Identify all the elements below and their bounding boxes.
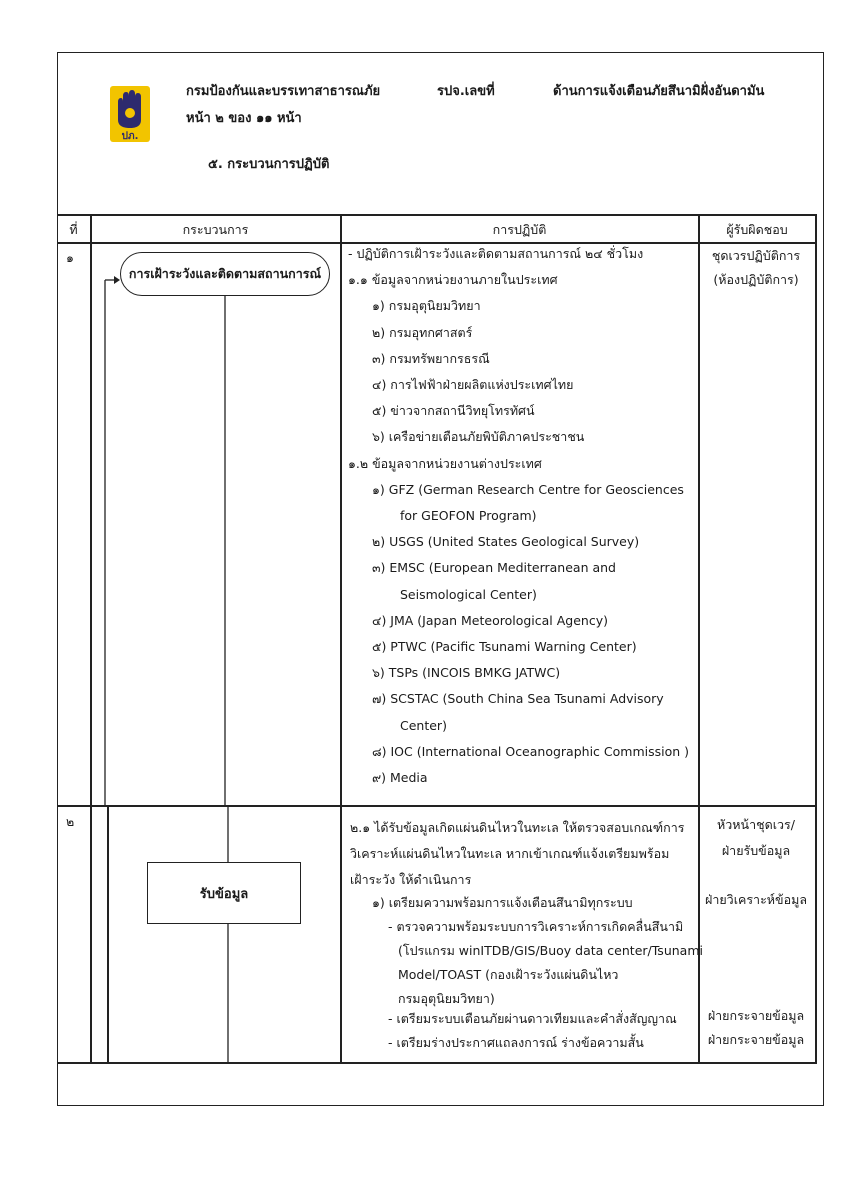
- row1-action-line: ๗) SCSTAC (South China Sea Tsunami Advisory: [372, 691, 664, 707]
- header-action: การปฏิบัติ: [492, 222, 547, 237]
- row2-responsible-1: หัวหน้าชุดเวร/: [717, 817, 795, 832]
- row2-responsible-2: ฝ่ายรับข้อมูล: [721, 843, 791, 858]
- row1-action-line: ๕) ข่าวจากสถานีวิทยุโทรทัศน์: [372, 403, 535, 419]
- row2-para-line-1: ๒.๑ ได้รับข้อมูลเกิดแผ่นดินไหวในทะเล ให้ตรวจสอบเกณฑ์การ: [350, 820, 685, 835]
- row2-sub3: - เตรียมร่างประกาศแถลงการณ์ ร่างข้อความสั้น: [388, 1035, 644, 1050]
- flow-connector-row1: [95, 250, 335, 810]
- row1-action-line: ๑.๑ ข้อมูลจากหน่วยงานภายในประเทศ: [348, 272, 558, 288]
- row1-action-line: ๖) TSPs (INCOIS BMKG JATWC): [372, 665, 561, 681]
- row2-sub1-d: กรมอุตุนิยมวิทยา): [398, 991, 495, 1006]
- row1-action-line: for GEOFON Program): [400, 508, 537, 523]
- table-bottom-border: [57, 1062, 817, 1064]
- row2-sub1-b: (โปรแกรม winITDB/GIS/Buoy data center/Tsunami: [398, 943, 703, 958]
- row2-responsible-5: ฝ่ายกระจายข้อมูล: [707, 1032, 805, 1047]
- row1-action-line: ๔) JMA (Japan Meteorological Agency): [372, 612, 608, 628]
- row2-inner-line: [107, 805, 109, 1063]
- col-divider-4: [815, 214, 817, 1063]
- row2-sub2: - เตรียมระบบเตือนภัยผ่านดาวเทียมและคำสั่งสัญญาณ: [388, 1011, 677, 1026]
- doc-number-label: รปจ.เลขที่: [437, 84, 495, 99]
- row1-action-line: ๖) เครือข่ายเตือนภัยพิบัติภาคประชาชน: [372, 429, 585, 445]
- header-no: ที่: [69, 222, 78, 237]
- row1-action-line: ๘) IOC (International Oceanographic Commission ): [372, 743, 690, 759]
- row1-action-line: Center): [400, 717, 447, 733]
- row2-para-line-2: วิเคราะห์แผ่นดินไหวในทะเล หากเข้าเกณฑ์แจ้งเตรียมพร้อม: [350, 846, 670, 861]
- dept-logo: [110, 86, 150, 142]
- flow-connector-row2: [218, 806, 238, 1062]
- process-receive-data: รับข้อมูล: [147, 862, 301, 924]
- table-top-border: [57, 214, 817, 216]
- col-divider-3: [698, 214, 700, 1063]
- row1-action-line: ๑) กรมอุตุนิยมวิทยา: [372, 298, 481, 314]
- row1-action-line: ๑) GFZ (German Research Centre for Geosciences: [372, 481, 684, 497]
- department-name: กรมป้องกันและบรรเทาสาธารณภัย: [186, 84, 381, 99]
- header-process: กระบวนการ: [182, 222, 249, 237]
- row2-sub1-c: Model/TOAST (กองเฝ้าระวังแผ่นดินไหว: [398, 967, 619, 982]
- row2-number: ๒: [66, 814, 75, 829]
- row1-action-line: ๕) PTWC (Pacific Tsunami Warning Center): [372, 639, 637, 654]
- row2-item-1: ๑) เตรียมความพร้อมการแจ้งเตือนสึนามิทุกระบบ: [372, 895, 633, 910]
- col-divider-2: [340, 214, 342, 1063]
- row2-responsible-3: ฝ่ายวิเคราะห์ข้อมูล: [705, 892, 807, 907]
- process-monitoring: การเฝ้าระวังและติดตามสถานการณ์: [120, 252, 330, 296]
- col-divider-1: [90, 214, 92, 1063]
- row1-action-line: ๒) กรมอุทกศาสตร์: [372, 324, 473, 340]
- row2-sub1-a: - ตรวจความพร้อมระบบการวิเคราะห์การเกิดคลื่นสึนามิ: [388, 919, 684, 934]
- row1-action-line: ๒) USGS (United States Geological Survey): [372, 534, 640, 550]
- page-info: หน้า ๒ ของ ๑๑ หน้า: [186, 111, 302, 126]
- row1-action-line: ๔) การไฟฟ้าฝ่ายผลิตแห่งประเทศไทย: [372, 377, 574, 392]
- row1-action-line: ๓) กรมทรัพยากรธรณี: [372, 350, 490, 366]
- row2-para-line-3: เฝ้าระวัง ให้ดำเนินการ: [350, 872, 472, 887]
- row1-action-line: - ปฏิบัติการเฝ้าระวังและติดตามสถานการณ์ ๒๔ ชั่วโมง: [348, 246, 644, 261]
- svg-text:ปภ.: ปภ.: [121, 131, 139, 142]
- row2-responsible-4: ฝ่ายกระจายข้อมูล: [707, 1008, 805, 1023]
- row1-responsible-2: (ห้องปฏิบัติการ): [713, 272, 799, 287]
- section-title: ๕. กระบวนการปฏิบัติ: [208, 157, 330, 172]
- row1-action-line: Seismological Center): [400, 586, 537, 602]
- row1-responsible-1: ชุดเวรปฏิบัติการ: [711, 248, 801, 263]
- header-responsible: ผู้รับผิดชอบ: [726, 222, 788, 237]
- row1-action-line: ๓) EMSC (European Mediterranean and: [372, 560, 616, 576]
- row1-action-line: ๙) Media: [372, 770, 428, 785]
- row1-action-line: ๑.๒ ข้อมูลจากหน่วยงานต่างประเทศ: [348, 455, 542, 471]
- row1-number: ๑: [66, 250, 74, 265]
- doc-subject: ด้านการแจ้งเตือนภัยสึนามิฝั่งอันดามัน: [553, 84, 765, 99]
